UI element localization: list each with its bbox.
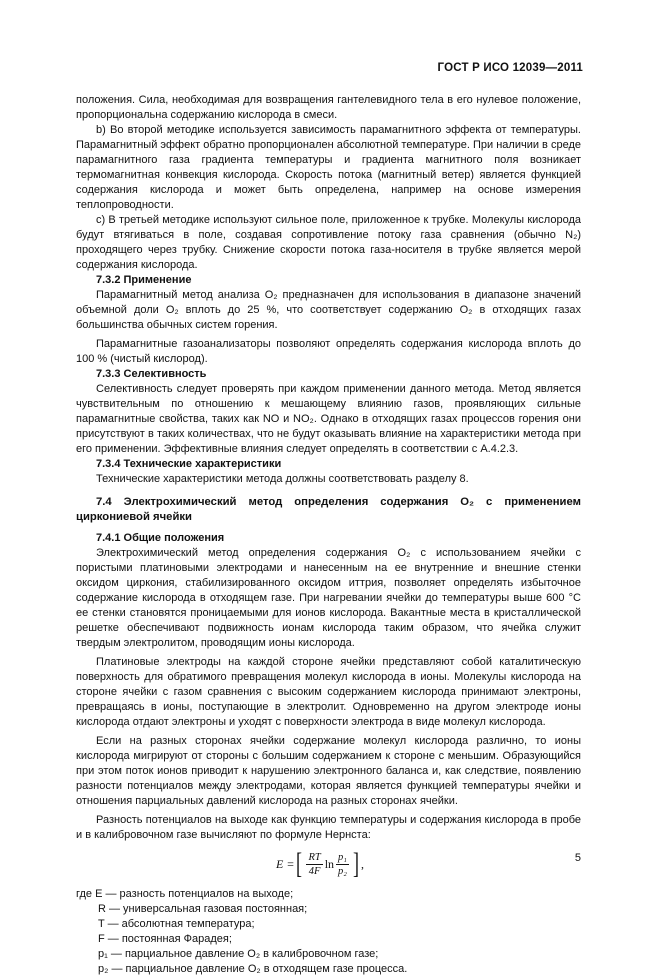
- document-body: [76, 93, 581, 977]
- formula-den-4f: 4F: [308, 865, 321, 877]
- formula-den-p2: p₂: [338, 865, 347, 877]
- definition-t: T — абсолютная температура;: [98, 918, 255, 930]
- heading-7-3-3: 7.3.3 Селективность: [96, 368, 207, 380]
- page-number: 5: [574, 852, 581, 864]
- paragraph-7-4-1-a: Электрохимический метод определения содержания O₂ с использованием ячейки с пористыми платиновыми электродами и нанесенным на ее внутренние и внешние стенки оксидом циркония, стабилизированного оксидом иттрия, позволяет определять избыточное содержание кислорода в отходящем газе. При нагревании ячейки до температуры выше 600 °С ее стенки становятся проницаемыми для ионов кислорода. Вакантные места в кристаллической решетке обеспечивают подвижность ионам кислорода таким образом, что ячейка служит твердым электролитом, проводящим ионы кислорода.: [76, 547, 581, 649]
- heading-7-4: 7.4 Электрохимический метод определения содержания O₂ с применением циркониевой ячейки: [76, 496, 581, 523]
- heading-7-3-2: 7.3.2 Применение: [96, 274, 192, 286]
- formula-ln: ln: [324, 856, 335, 871]
- heading-7-4-1: 7.4.1 Общие положения: [96, 532, 225, 544]
- formula-close-bracket: ]: [352, 847, 359, 880]
- paragraph-7-4-1-d: Разность потенциалов на выходе как функцию температуры и содержания кислорода в пробе и в калибровочном газе вычисляют по формуле Нернста:: [76, 814, 581, 841]
- formula-num-rt: RT: [308, 851, 321, 863]
- definition-r: R — универсальная газовая постоянная;: [98, 903, 308, 915]
- formula-tail: ,: [360, 856, 364, 871]
- standard-designation: ГОСТ Р ИСО 12039—2011: [437, 62, 583, 74]
- symbol-definitions: [76, 887, 581, 977]
- paragraph-7-3-2-a: Парамагнитный метод анализа O₂ предназначен для использования в диапазоне значений объемной доли O₂ вплоть до 25 %, что соответствует содержанию O₂ в отходящих газах большинства обычных систем горения.: [76, 289, 581, 331]
- definition-e: где E — разность потенциалов на выходе;: [76, 888, 294, 900]
- nernst-formula: [76, 845, 581, 883]
- heading-7-3-4: 7.3.4 Технические характеристики: [96, 458, 282, 470]
- paragraph-7-3-3: Селективность следует проверять при каждом применении данного метода. Метод является чувствительным по отношению к мешающему влиянию газов, проявляющих сильные парамагнитные свойства, таких как NO и NO₂. Однако в отходящих газах процессов горения они присутствуют в таких количествах, что не будут оказывать влияние на характеристики метода при его применении. Эффективные влияния следует определять в соответствии с А.4.2.3.: [76, 383, 581, 455]
- formula-num-p1: p₁: [338, 851, 347, 863]
- paragraph-7-4-1-c: Если на разных сторонах ячейки содержание молекул кислорода различно, то ионы кислорода мигрируют от стороны с большим содержанием к стороне с меньшим. Образующийся при этом поток ионов приводит к нарушению электронного баланса и, как следствие, появлению разности потенциалов между электродами, которая является функцией температуры ячейки и отношения парциальных давлений кислорода на разных сторонах ячейки.: [76, 735, 581, 807]
- paragraph-7-3-2-b: Парамагнитные газоанализаторы позволяют определять содержания кислорода вплоть до 100 % (чистый кислород).: [76, 338, 581, 365]
- definition-p2: p₂ — парциальное давление O₂ в отходящем газе процесса.: [98, 963, 408, 975]
- paragraph-method-c: c) В третьей методике используют сильное поле, приложенное к трубке. Молекулы кислорода будут втягиваться в поле, создавая сопротивление потоку газа сравнения (обычно N₂) проходящего через трубку. Снижение скорости потока газа-носителя в трубке является мерой содержания кислорода.: [76, 214, 581, 271]
- formula-fraction-p1-p2: [336, 851, 349, 878]
- definition-f: F — постоянная Фарадея;: [98, 933, 232, 945]
- paragraph-7-4-1-b: Платиновые электроды на каждой стороне ячейки представляют собой каталитическую поверхность для обратимого превращения молекул кислорода в ионы. Молекулы кислорода на стороне ячейки с газом сравнения с высоким содержанием кислорода принимают электроны, превращаясь в ионы, поступающие в электролит. Одновременно на другом электроде ионы кислорода отдают электроны и уходят с поверхности электрода в виде молекул кислорода.: [76, 656, 581, 728]
- definition-p1: p₁ — парциальное давление O₂ в калибровочном газе;: [98, 948, 379, 960]
- paragraph-continuation: положения. Сила, необходимая для возвращения гантелевидного тела в его нулевое положение, пропорциональна содержанию кислорода в смеси.: [76, 94, 581, 121]
- formula-fraction-rt-4f: [306, 851, 322, 878]
- paragraph-7-3-4: Технические характеристики метода должны соответствовать разделу 8.: [96, 473, 469, 485]
- formula-lhs: E =: [276, 856, 295, 871]
- paragraph-method-b: b) Во второй методике используется зависимость парамагнитного эффекта от температуры. Парамагнитный эффект обратно пропорционален абсолютной температуре. При наличии в среде парамагнитного газа градиента температуры и градиента магнитного поля возникает термомагнитная конвекция кислорода. Скорость потока (магнитный ветер) является функцией содержания кислорода и может быть определена, например на основе измерения теплопроводности.: [76, 124, 581, 211]
- formula-open-bracket: [: [296, 847, 303, 880]
